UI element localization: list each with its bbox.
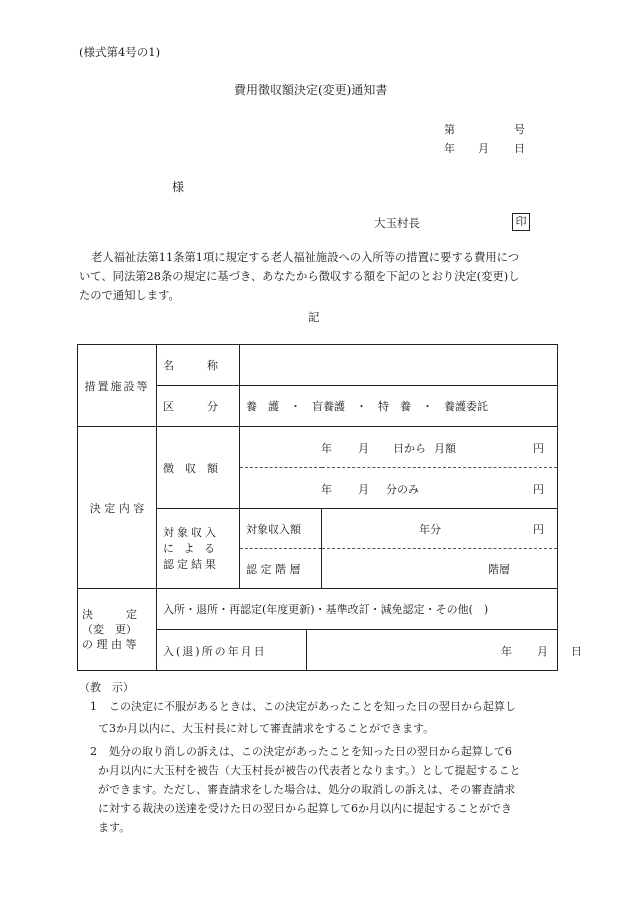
notice-item-cont [98, 719, 568, 738]
reason-header-line: 決 定 [82, 608, 137, 621]
reason-header [78, 589, 157, 671]
period-monthly-cell [240, 427, 558, 468]
income-header-line: 認定結果 [163, 557, 219, 571]
reason-header-line: （変 更） [82, 623, 137, 636]
notice-item-cont [98, 761, 568, 837]
body-paragraph [79, 248, 557, 305]
income-amount-cell [322, 509, 558, 549]
collection-label: 徴 収 額 [157, 427, 240, 509]
cert-level-unit: 階層 [488, 563, 510, 576]
notice-line: に対する裁決の送達を受けた日の翌日から起算して6か月以内に提起することができ [98, 802, 512, 815]
income-amount-unit: 年分 [419, 523, 441, 536]
income-amount-yen: 円 [533, 523, 544, 536]
notice-item [109, 697, 559, 716]
notice-item [109, 742, 559, 761]
period-partial-yen: 円 [533, 483, 544, 496]
cert-level-cell [322, 549, 558, 589]
income-header-line: 対象収入 [163, 525, 219, 539]
period-monthly-label: 月額 [434, 442, 456, 455]
doc-number-go: 号 [514, 123, 525, 136]
decision-header: 決 定 内 容 [78, 427, 157, 589]
period-partial-cell [240, 468, 558, 509]
notice-line: ます。 [98, 821, 131, 834]
ki-label: 記 [308, 310, 320, 324]
cert-level-label: 認 定 階 層 [240, 549, 322, 589]
category-options: 養 護 ・ 盲養護 ・ 特 養 ・ 養護委託 [240, 386, 558, 427]
period-partial-tsuki: 月 [358, 483, 369, 496]
name-value [240, 345, 558, 386]
date-hi: 日 [514, 142, 525, 155]
income-header [157, 509, 240, 589]
notice-line: ができます。ただし、審査請求をした場合は、処分の取消しの訴えは、その審査請求 [98, 783, 516, 796]
notice-line: この決定に不服があるときは、この決定があったことを知った日の翌日から起算し [109, 700, 516, 713]
date-nen: 年 [444, 142, 455, 155]
notice-line: か月以内に大玉村を被告（大玉村長が被告の代表者となります。）として提起すること [98, 764, 521, 777]
entry-exit-divider [306, 630, 307, 670]
notice-line: 処分の取り消しの訴えは、この決定があったことを知った日の翌日から起算して6 [109, 745, 512, 758]
reason-options: 入所・退所・再認定(年度更新)・基準改訂・減免認定・その他( ) [157, 589, 558, 630]
income-amount-label: 対象収入額 [240, 509, 322, 549]
seal-mark: 印 [512, 213, 530, 231]
entry-exit-tsuki: 月 [537, 645, 548, 658]
body-line: いて、同法第28条の規定に基づき、あなたから徴収する額を下記のとおり決定(変更)し [79, 270, 520, 283]
decision-table [77, 344, 582, 671]
period-partial-nen: 年 [321, 483, 332, 496]
name-label: 名 称 [157, 345, 240, 386]
doc-number-dai: 第 [444, 123, 455, 136]
period-partial-part: 分のみ [386, 483, 419, 496]
entry-exit-row [157, 630, 582, 671]
date-tsuki: 月 [478, 142, 489, 155]
issuer-name: 大玉村長 [374, 216, 420, 230]
body-line: たので通知します。 [79, 289, 180, 302]
entry-exit-hi: 日 [571, 645, 582, 658]
income-header-line: に よ る [163, 541, 218, 555]
document-title: 費用徴収額決定(変更)通知書 [234, 83, 388, 97]
entry-exit-label: 入(退)所の年月日 [163, 645, 267, 658]
entry-exit-nen: 年 [501, 645, 512, 658]
notice-heading: （教 示） [79, 681, 134, 694]
period-monthly-yen: 円 [533, 442, 544, 455]
body-line: 老人福祉法第11条第1項に規定する老人福祉施設への入所等の措置に要する費用につ [91, 251, 520, 264]
notice-line: て3か月以内に、大玉村長に対して審査請求をすることができます。 [98, 722, 435, 735]
period-monthly-nen: 年 [321, 442, 332, 455]
category-label: 区 分 [157, 386, 240, 427]
period-monthly-from: 日から [393, 442, 426, 455]
period-monthly-tsuki: 月 [358, 442, 369, 455]
form-id: (様式第4号の1) [79, 45, 161, 59]
notice-item-num: 2 [90, 745, 97, 758]
facility-header: 措置施設等 [78, 345, 157, 427]
recipient-suffix: 様 [172, 180, 185, 194]
reason-header-line: の 理 由 等 [82, 638, 137, 651]
notice-item-num: 1 [90, 700, 97, 713]
